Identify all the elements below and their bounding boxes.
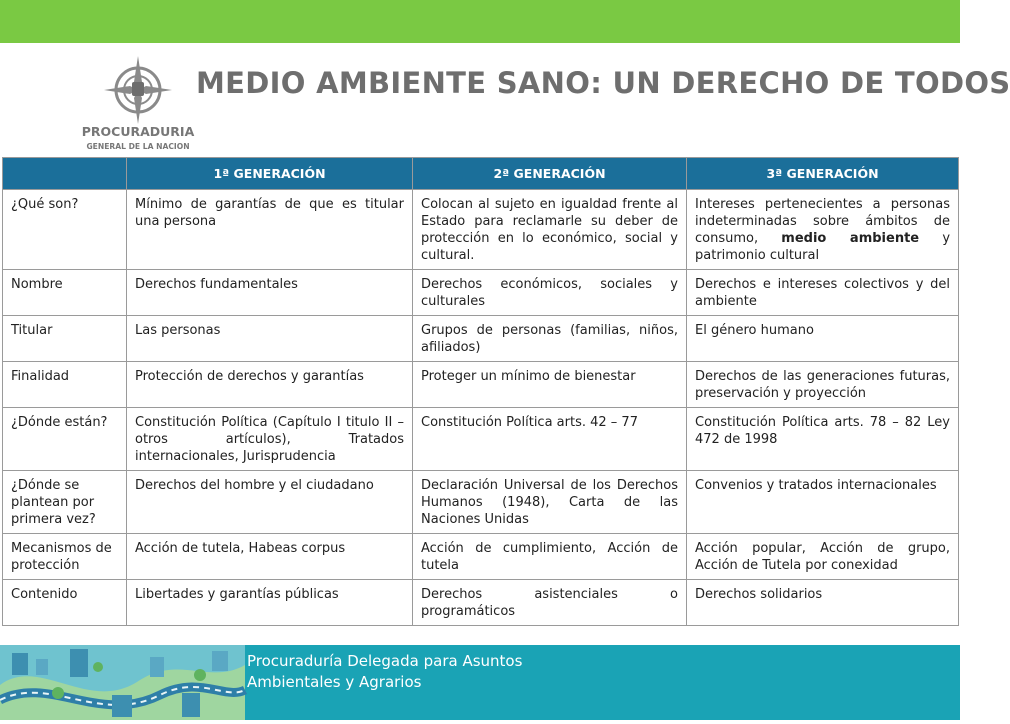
- row-label: Finalidad: [3, 362, 127, 408]
- row-label: Nombre: [3, 270, 127, 316]
- city-map-icon: [0, 645, 245, 720]
- cell-second-generation: Colocan al sujeto en igualdad frente al Estado para reclamarle su deber de protección en lo económico, social y cultural.: [413, 190, 687, 270]
- generations-table-wrapper: [2, 157, 958, 626]
- cell-second-generation: Derechos asistenciales o programáticos: [413, 580, 687, 626]
- row-label: ¿Dónde están?: [3, 408, 127, 471]
- cell-second-generation: Proteger un mínimo de bienestar: [413, 362, 687, 408]
- cell-first-generation: Acción de tutela, Habeas corpus: [127, 534, 413, 580]
- table-row: [3, 270, 959, 316]
- column-header-second-generation: 2ª GENERACIÓN: [413, 158, 687, 190]
- table-row: [3, 362, 959, 408]
- cell-second-generation: Declaración Universal de los Derechos Humanos (1948), Carta de las Naciones Unidas: [413, 471, 687, 534]
- row-label: ¿Qué son?: [3, 190, 127, 270]
- cell-third-generation: Derechos de las generaciones futuras, preservación y proyección: [687, 362, 959, 408]
- row-label: Contenido: [3, 580, 127, 626]
- procuraduria-logo: [81, 52, 195, 158]
- generations-table: [2, 157, 959, 626]
- cell-second-generation: Grupos de personas (familias, niños, afiliados): [413, 316, 687, 362]
- table-row: [3, 190, 959, 270]
- cell-first-generation: Derechos del hombre y el ciudadano: [127, 471, 413, 534]
- cell-first-generation: Las personas: [127, 316, 413, 362]
- footer-text: [247, 651, 522, 693]
- row-label: ¿Dónde se plantean por primera vez?: [3, 471, 127, 534]
- column-header-blank: [3, 158, 127, 190]
- table-row: [3, 534, 959, 580]
- cell-third-generation: [687, 190, 959, 270]
- cell-text: y patrimonio cultural: [695, 231, 951, 263]
- page-title: MEDIO AMBIENTE SANO: UN DERECHO DE TODOS: [196, 66, 1010, 100]
- table-row: [3, 316, 959, 362]
- table-header-row: [3, 158, 959, 190]
- cell-first-generation: Libertades y garantías públicas: [127, 580, 413, 626]
- row-label: Mecanismos de protección: [3, 534, 127, 580]
- column-header-first-generation: 1ª GENERACIÓN: [127, 158, 413, 190]
- column-header-third-generation: 3ª GENERACIÓN: [687, 158, 959, 190]
- cell-first-generation: Mínimo de garantías de que es titular una persona: [127, 190, 413, 270]
- city-illustration: [0, 645, 245, 720]
- table-row: [3, 580, 959, 626]
- footer-line-2: Ambientales y Agrarios: [247, 673, 422, 691]
- cell-third-generation: Acción popular, Acción de grupo, Acción de Tutela por conexidad: [687, 534, 959, 580]
- cell-third-generation: Constitución Política arts. 78 – 82 Ley 472 de 1998: [687, 408, 959, 471]
- svg-text:PROCURADURIA: PROCURADURIA: [81, 124, 195, 139]
- cell-first-generation: Constitución Política (Capítulo I titulo II – otros artículos), Tratados internacionales, Jurisprudencia: [127, 408, 413, 471]
- row-label: Titular: [3, 316, 127, 362]
- top-green-bar: [0, 0, 960, 43]
- cell-text: Intereses pertenecientes a personas indeterminadas sobre ámbitos de consumo,: [695, 197, 950, 246]
- footer-bar: [0, 645, 960, 720]
- cell-second-generation: Constitución Política arts. 42 – 77: [413, 408, 687, 471]
- cell-third-generation: El género humano: [687, 316, 959, 362]
- table-row: [3, 471, 959, 534]
- procuraduria-seal-icon: [81, 52, 195, 158]
- cell-third-generation: Convenios y tratados internacionales: [687, 471, 959, 534]
- cell-first-generation: Derechos fundamentales: [127, 270, 413, 316]
- table-row: [3, 408, 959, 471]
- footer-line-1: Procuraduría Delegada para Asuntos: [247, 652, 523, 670]
- cell-text-bold: medio ambiente: [781, 231, 920, 246]
- cell-first-generation: Protección de derechos y garantías: [127, 362, 413, 408]
- cell-second-generation: Derechos económicos, sociales y culturales: [413, 270, 687, 316]
- cell-third-generation: Derechos solidarios: [687, 580, 959, 626]
- svg-text:GENERAL DE LA NACION: GENERAL DE LA NACION: [86, 142, 190, 151]
- cell-second-generation: Acción de cumplimiento, Acción de tutela: [413, 534, 687, 580]
- cell-third-generation: Derechos e intereses colectivos y del ambiente: [687, 270, 959, 316]
